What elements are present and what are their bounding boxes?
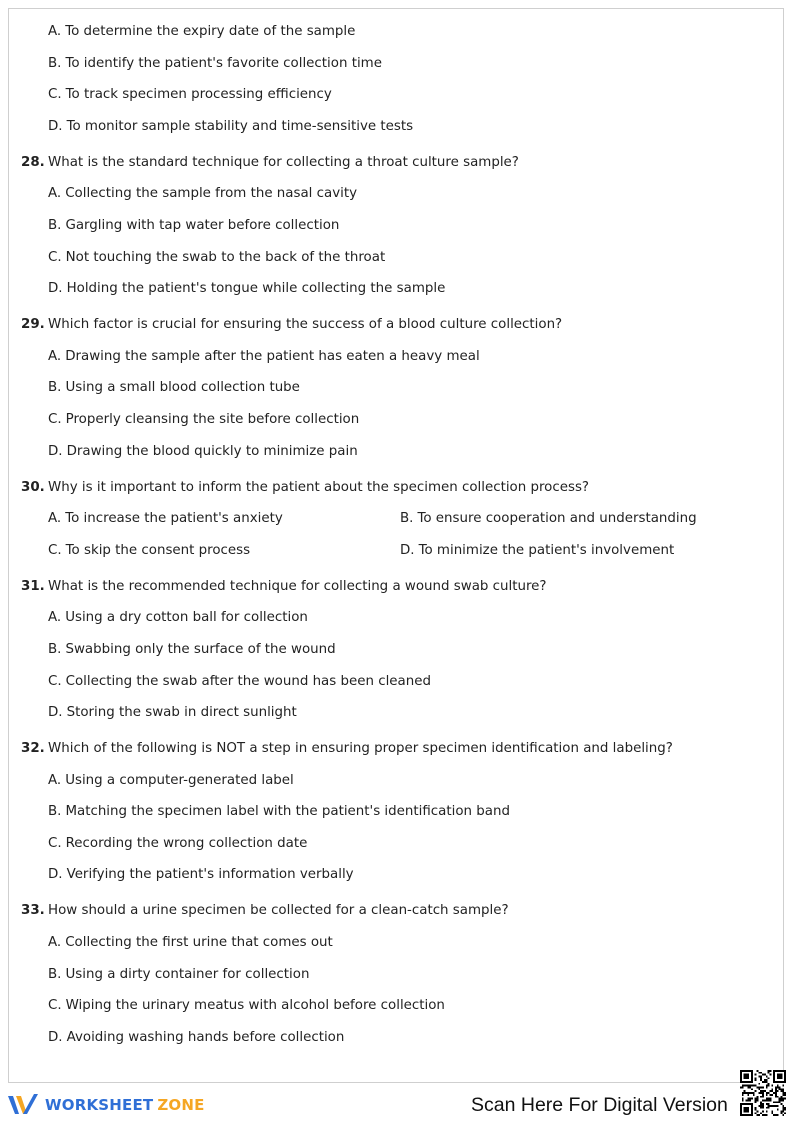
- option-letter: C.: [48, 87, 62, 103]
- option-letter: A.: [48, 610, 62, 626]
- question-number: 33.: [21, 903, 45, 919]
- option-letter: D.: [48, 281, 63, 297]
- option-letter: D.: [48, 867, 63, 883]
- answer-option[interactable]: [21, 996, 771, 1016]
- answer-option[interactable]: [21, 965, 771, 985]
- question-text: What is the recommended technique for collecting a wound swab culture?: [48, 578, 547, 594]
- options: [21, 184, 771, 299]
- option-text: To minimize the patient's involvement: [418, 542, 675, 558]
- option-text: Using a small blood collection tube: [65, 380, 300, 396]
- scan-here-text: Scan Here For Digital Version: [471, 1094, 728, 1116]
- qr-code-icon[interactable]: [740, 1070, 786, 1116]
- question-line: [21, 739, 771, 759]
- question-30: [21, 478, 771, 561]
- options: [21, 608, 771, 723]
- option-letter: D.: [400, 542, 415, 558]
- answer-option[interactable]: [21, 672, 771, 692]
- answer-option[interactable]: [48, 509, 400, 529]
- option-text: To determine the expiry date of the sample: [65, 24, 356, 39]
- worksheetzone-logo[interactable]: [7, 1093, 205, 1117]
- answer-option[interactable]: [21, 865, 771, 885]
- answer-option[interactable]: [21, 802, 771, 822]
- answer-option[interactable]: [21, 184, 771, 204]
- answer-option[interactable]: [400, 541, 752, 561]
- question-28: [21, 153, 771, 299]
- options: [21, 347, 771, 462]
- option-text: Collecting the sample from the nasal cavity: [65, 186, 358, 202]
- option-letter: B.: [48, 641, 62, 657]
- answer-option[interactable]: [21, 1028, 771, 1048]
- option-text: Holding the patient's tongue while collecting the sample: [66, 281, 446, 297]
- option-text: Drawing the sample after the patient has eaten a heavy meal: [65, 348, 480, 364]
- option-letter: C.: [48, 998, 62, 1014]
- answer-option[interactable]: [21, 347, 771, 367]
- option-letter: D.: [48, 1029, 63, 1045]
- options: [21, 771, 771, 886]
- option-text: Collecting the first urine that comes out: [65, 935, 333, 951]
- answer-option[interactable]: [21, 442, 771, 462]
- question-text: Why is it important to inform the patient about the specimen collection process?: [48, 479, 590, 495]
- answer-option[interactable]: [21, 640, 771, 660]
- worksheet-content: [21, 22, 771, 1059]
- option-letter: D.: [48, 118, 63, 134]
- question-line: [21, 153, 771, 173]
- logo-word-worksheet: WORKSHEET: [45, 1096, 154, 1114]
- answer-option[interactable]: [21, 216, 771, 236]
- answer-option[interactable]: [21, 22, 771, 42]
- logo-text: [45, 1096, 205, 1114]
- question-number: 28.: [21, 154, 45, 170]
- option-letter: B.: [48, 55, 62, 71]
- footer: [0, 1086, 793, 1122]
- option-letter: B.: [400, 511, 414, 527]
- logo-word-zone: ZONE: [157, 1096, 205, 1114]
- option-text: Drawing the blood quickly to minimize pain: [66, 443, 358, 459]
- option-text: Gargling with tap water before collection: [65, 217, 340, 233]
- option-text: Using a dirty container for collection: [65, 966, 310, 982]
- question-33: [21, 901, 771, 1047]
- answer-option[interactable]: [21, 608, 771, 628]
- option-letter: A.: [48, 935, 62, 951]
- question-text: Which of the following is NOT a step in ensuring proper specimen identification and labeling?: [48, 741, 673, 757]
- option-letter: B.: [48, 966, 62, 982]
- option-text: Recording the wrong collection date: [65, 835, 308, 851]
- question-text: How should a urine specimen be collected for a clean-catch sample?: [48, 903, 509, 919]
- option-letter: C.: [48, 411, 62, 427]
- answer-option[interactable]: [21, 54, 771, 74]
- option-letter: C.: [48, 249, 62, 265]
- question-32: [21, 739, 771, 885]
- option-text: To increase the patient's anxiety: [65, 511, 283, 527]
- question-line: [21, 901, 771, 921]
- option-text: Using a dry cotton ball for collection: [65, 610, 308, 626]
- answer-option[interactable]: [21, 117, 771, 137]
- option-text: Swabbing only the surface of the wound: [65, 641, 336, 657]
- option-text: To skip the consent process: [65, 542, 251, 558]
- question-number: 29.: [21, 317, 45, 333]
- answer-option[interactable]: [21, 933, 771, 953]
- option-text: Verifying the patient's information verbally: [66, 867, 354, 883]
- answer-option[interactable]: [21, 85, 771, 105]
- option-letter: A.: [48, 772, 62, 788]
- answer-option[interactable]: [21, 248, 771, 268]
- option-letter: B.: [48, 380, 62, 396]
- option-letter: A.: [48, 348, 62, 364]
- option-letter: C.: [48, 835, 62, 851]
- option-letter: C.: [48, 542, 62, 558]
- question-number: 31.: [21, 578, 45, 594]
- option-text: Using a computer-generated label: [65, 772, 294, 788]
- option-letter: A.: [48, 24, 62, 39]
- option-text: Storing the swab in direct sunlight: [66, 705, 297, 721]
- answer-option[interactable]: [21, 410, 771, 430]
- option-text: Avoiding washing hands before collection: [66, 1029, 345, 1045]
- option-letter: D.: [48, 443, 63, 459]
- answer-option[interactable]: [21, 771, 771, 791]
- option-text: Wiping the urinary meatus with alcohol before collection: [65, 998, 445, 1014]
- logo-w-icon: [7, 1093, 41, 1117]
- answer-option[interactable]: [21, 834, 771, 854]
- option-text: To identify the patient's favorite collection time: [65, 55, 382, 71]
- option-letter: C.: [48, 673, 62, 689]
- option-text: Not touching the swab to the back of the throat: [65, 249, 386, 265]
- options: [21, 933, 771, 1048]
- question-31: [21, 577, 771, 723]
- answer-option[interactable]: [21, 703, 771, 723]
- answer-option[interactable]: [400, 509, 752, 529]
- question-text: Which factor is crucial for ensuring the success of a blood culture collection?: [48, 317, 563, 333]
- question-line: [21, 577, 771, 597]
- option-text: Matching the specimen label with the patient's identification band: [65, 804, 510, 820]
- option-text: Properly cleansing the site before collection: [65, 411, 360, 427]
- option-text: To ensure cooperation and understanding: [417, 511, 697, 527]
- question-number: 30.: [21, 479, 45, 495]
- option-letter: B.: [48, 804, 62, 820]
- option-letter: D.: [48, 705, 63, 721]
- answer-option[interactable]: [21, 378, 771, 398]
- question-line: [21, 478, 771, 498]
- option-text: To monitor sample stability and time-sensitive tests: [66, 118, 414, 134]
- question-29: [21, 315, 771, 461]
- option-letter: A.: [48, 511, 62, 527]
- question-number: 32.: [21, 741, 45, 757]
- option-text: To track specimen processing efficiency: [65, 87, 332, 103]
- option-text: Collecting the swab after the wound has been cleaned: [65, 673, 431, 689]
- question-text: What is the standard technique for collecting a throat culture sample?: [48, 154, 519, 170]
- question-line: [21, 315, 771, 335]
- options: [21, 509, 771, 561]
- answer-option[interactable]: [21, 279, 771, 299]
- answer-option[interactable]: [48, 541, 400, 561]
- option-letter: A.: [48, 186, 62, 202]
- option-letter: B.: [48, 217, 62, 233]
- continued-options: [21, 22, 771, 137]
